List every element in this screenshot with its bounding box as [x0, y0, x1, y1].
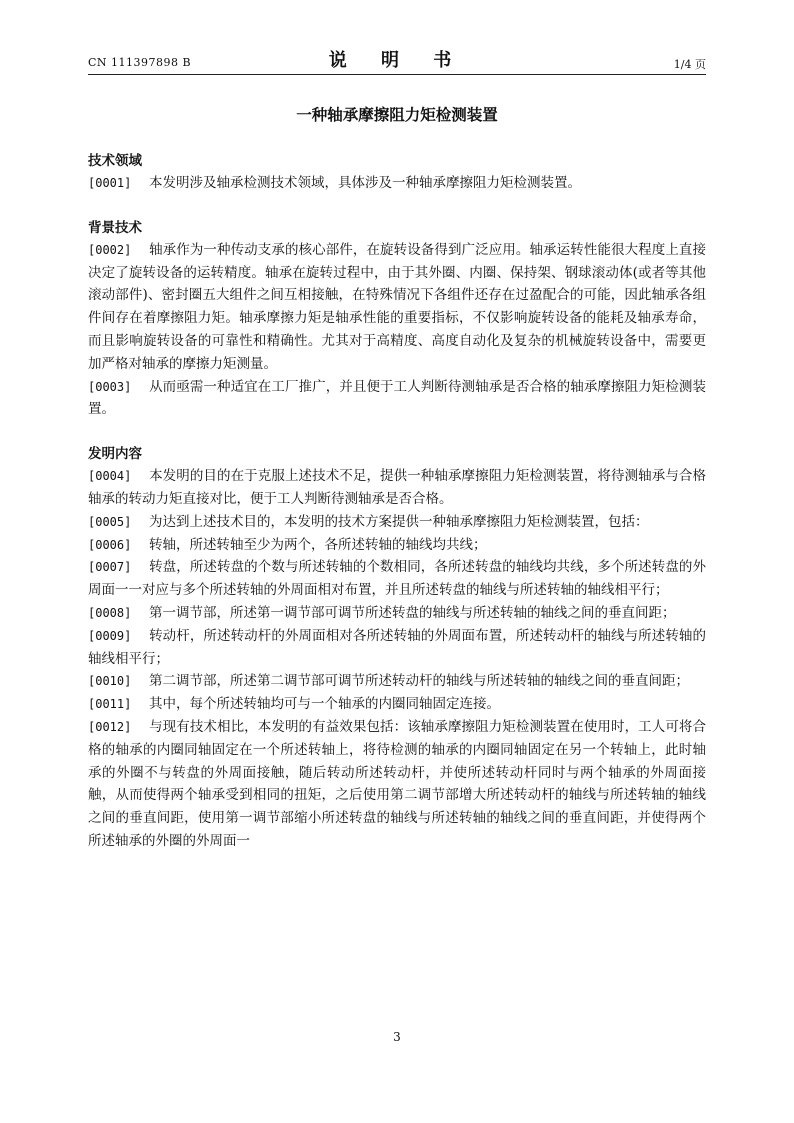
paragraph-number: [0010]	[88, 674, 132, 689]
paragraph-text: 转动杆，所述转动杆的外周面相对各所述转轴的外周面布置，所述转动杆的轴线与所述转轴的轴线相平行；	[88, 627, 706, 667]
paragraph	[88, 602, 706, 625]
paragraph-text: 第二调节部，所述第二调节部可调节所述转动杆的轴线与所述转轴的轴线之间的垂直间距；	[149, 673, 689, 690]
paragraph	[88, 511, 706, 534]
section-invention-content	[88, 443, 706, 853]
paragraph	[88, 239, 706, 376]
paragraph-number: [0006]	[88, 537, 132, 552]
page-reference: 1/4 页	[673, 58, 706, 71]
paragraph	[88, 376, 706, 422]
document-title: 一种轴承摩擦阻力矩检测装置	[296, 105, 498, 124]
section-title: 发明内容	[88, 446, 142, 463]
paragraph-number: [0012]	[88, 719, 132, 734]
paragraph-number: [0001]	[88, 176, 132, 190]
paragraph-number: [0009]	[88, 628, 132, 643]
paragraph-text: 转盘，所述转盘的个数与所述转轴的个数相同，各所述转盘的轴线均共线，多个所述转盘的外周面一一对应与多个所述转轴的外周面相对布置，并且所述转盘的轴线与所述转轴的轴线相平行；	[88, 559, 706, 599]
section-title: 背景技术	[88, 219, 142, 236]
paragraph-text: 本发明涉及轴承检测技术领域，具体涉及一种轴承摩擦阻力矩检测装置。	[149, 175, 581, 191]
paragraph-text: 第一调节部，所述第一调节部可调节所述转盘的轴线与所述转轴的轴线之间的垂直间距；	[149, 604, 676, 621]
publication-number: CN 111397898 B	[88, 56, 192, 69]
section-title: 技术领域	[88, 153, 142, 169]
paragraph	[88, 693, 706, 716]
paragraph	[88, 172, 706, 195]
paragraph-text: 其中，每个所述转轴均可与一个轴承的内圈同轴固定连接。	[149, 696, 500, 713]
paragraph-text: 本发明的目的在于克服上述技术不足，提供一种轴承摩擦阻力矩检测装置，将待测轴承与合格轴承的转动力矩直接对比，便于工人判断待测轴承是否合格。	[88, 468, 706, 507]
header-title: 说 明 书	[328, 50, 466, 71]
paragraph	[88, 534, 706, 557]
paragraph-text: 从而亟需一种适宜在工厂推广，并且便于工人判断待测轴承是否合格的轴承摩擦阻力矩检测装置。	[88, 378, 706, 418]
paragraph-text: 为达到上述技术目的，本发明的技术方案提供一种轴承摩擦阻力矩检测装置，包括：	[149, 513, 649, 530]
section-technical-field	[88, 150, 706, 195]
paragraph-number: [0002]	[88, 242, 132, 257]
page-header	[88, 44, 706, 74]
paragraph	[88, 670, 706, 693]
paragraph-number: [0008]	[88, 605, 132, 620]
paragraph-number: [0007]	[88, 560, 132, 575]
paragraph	[88, 625, 706, 671]
paragraph-number: [0004]	[88, 469, 132, 484]
paragraph-number: [0005]	[88, 514, 132, 529]
document-body	[88, 150, 706, 853]
paragraph-number: [0003]	[88, 379, 132, 394]
paragraph	[88, 556, 706, 602]
section-background	[88, 217, 706, 421]
page-number: 3	[393, 1030, 401, 1044]
paragraph	[88, 465, 706, 511]
header-rule	[88, 74, 706, 75]
paragraph-number: [0011]	[88, 697, 132, 712]
paragraph-text: 与现有技术相比，本发明的有益效果包括：该轴承摩擦阻力矩检测装置在使用时，工人可将合格的轴承的内圈同轴固定在一个所述转轴上，将待检测的轴承的内圈同轴固定在另一个转轴上，此时轴承的外圈不与转盘的外周面接触，随后转动所述转动杆，并使所述转动杆同时与两个轴承的外周面接触，从而使得两个轴承受到相同的扭矩，之后使用第二调节部增大所述转动杆的轴线与所述转轴的轴线之间的垂直间距，使用第一调节部缩小所述转盘的轴线与所述转轴的轴线之间的垂直间距，并使得两个所述轴承的外圈的外周面一	[88, 718, 706, 849]
paragraph-text: 转轴，所述转轴至少为两个，各所述转轴的轴线均共线；	[149, 536, 487, 553]
paragraph-text: 轴承作为一种传动支承的核心部件，在旋转设备得到广泛应用。轴承运转性能很大程度上直接决定了旋转设备的运转精度。轴承在旋转过程中，由于其外圈、内圈、保持架、钢球滚动体(或者等其他滚动部件)、密封圈五大组件之间互相接触，在特殊情况下各组件还存在过盈配合的可能，因此轴承各组件间存在着摩擦阻力矩。轴承摩擦力矩是轴承性能的重要指标，不仅影响旋转设备的能耗及轴承寿命，而且影响旋转设备的可靠性和精确性。尤其对于高精度、高度自动化及复杂的机械旋转设备中，需要更加严格对轴承的摩擦力矩测量。	[88, 241, 706, 372]
paragraph	[88, 716, 706, 853]
